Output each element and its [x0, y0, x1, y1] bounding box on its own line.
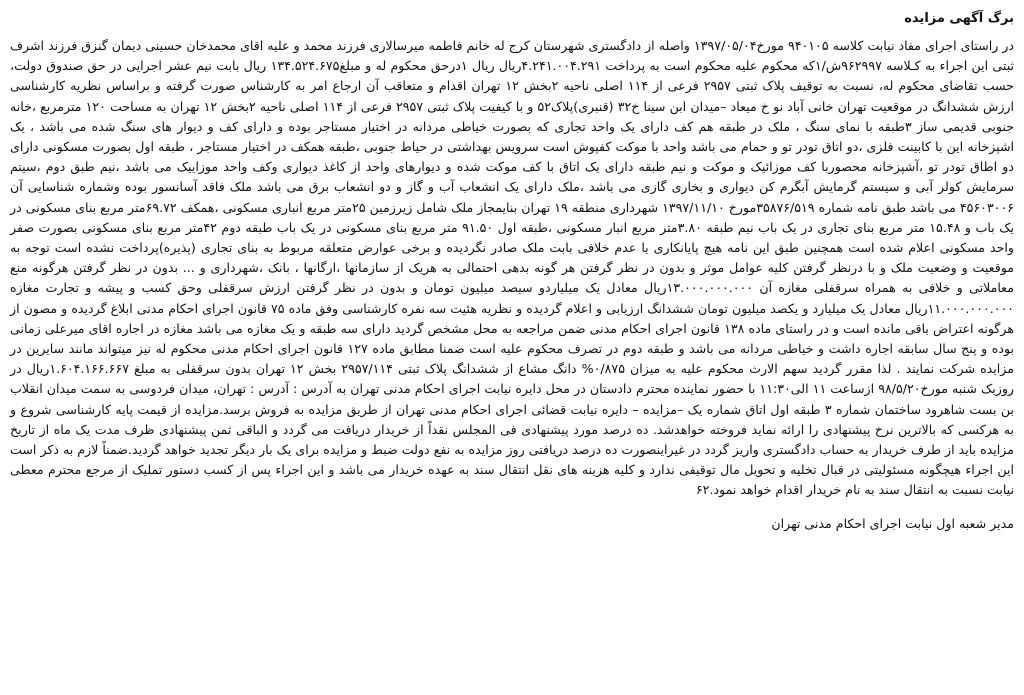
notice-signature: مدیر شعبه اول نیابت اجرای احکام مدنی تهران: [771, 515, 1014, 531]
notice-body: در راستای اجرای مفاد نیابت کلاسه ۹۴۰۱۰۵ مورخ۱۳۹۷/۰۵/۰۴ واصله از دادگستری شهرستان کرج له خانم فاطمه میرسالاری فرزند محمد و علیه اقای محمدخان حسینی دیمان گنزق فرزند اشرف ثبتی این اجراء به کـلاسه ۹۶۲۹۹۷ش/۱که محکوم علیه محکوم است به پرداخت ۴.۲۴۱.۰۰۴.۲۹۱ریال ریال ۱درحق محکوم له و مبلغ۱۳۴.۵۲۴.۶۷۵ ریال بابت نیم عشر اجرایی در حق صندوق دولت، حسب تقاضای محکوم له، نسبت به توقیف پلاک ثبتی ۲۹۵۷ فرعی از ۱۱۴ اصلی ناحیه ۲بخش ۱۲ تهران اقدام و متعاقب آن ارجاع امر به کارشناس صورت گرفته و براساس نظریه کارشناسی ارزش ششدانگ در موقعیت تهران خانی آباد نو خ میعاد –میدان ابن سینا خ۳۲ (قنبری)پلاک۵۲ و با کیفیت پلاک ثبتی ۲۹۵۷ فرعی از ۱۱۴ اصلی ناحیه ۲بخش ۱۲ تهران به مساحت ۱۲۰ مترمربع ،خانه جنوبی قدیمی ساز ۳طبقه با نمای سنگ ، ملک در طبقه هم کف دارای یک واحد تجاری که بصورت خیاطی مردانه در اختیار مستاجر بوده و دارای کف و دیوار های سنگ شده می باشد ، یک اشپزخانه این با کابینت فلزی ،دو اتاق تودر تو و حمام می باشد واحد با موکت کفپوش است سرویس بهداشتی در حیاط جنوبی ،طبقه همکف در اختیار مستاجر ، طبقه اول بصورت مسکونی دارای دو اطاق تودر تو ،آشپزخانه محصوربا کف موزائیک و موکت و نیم طبقه دارای یک اتاق با کف موکت شده و دیوارهای واحد از کاغذ دیواری وکف واحد موزاییک می باشد ،نیم طبق دوم ،سیتم سرمایش کولر آبی و سیستم گرمایش آبگرم کن دیواری و بخاری گازی می باشد ،ملک دارای یک انشعاب آب و گاز و دو انشعاب برق می باشد ملک فاقد آسانسور بوده وشماره شناسایی آن ۴۵۶۰۳۰۰۶ می باشد طبق نامه شماره ۳۵۸۷۶/۵۱۹مورخ ۱۳۹۷/۱۱/۱۰ شهرداری منطقه ۱۹ تهران بنایمجاز ملک شامل زیرزمین ۲۵متر مربع انباری مسکونی ،همکف ۶۹.۷۲متر مربع بنای مسکونی در یک باب و ۱۵.۴۸ متر مربع بنای تجاری در یک باب نیم طبقه ۳.۸۰متر مربع انبار مسکونی ،طبقه اول ۹۱.۵۰ متر مربع بنای مسکونی در یک باب طبقه دوم ۴۲متر مربع بنای مسکونی بصورت صفر واحد مسکونی اعلام شده است همچنین طبق این نامه هیچ پایانکاری یا عدم خلافی بابت ملک صادر نگردیده و برخی عوارض متعلقه مربوط به بنای تجاری (پذیره)پرداخت نشده است توجه به موقعیت و وضعیت ملک و با درنظر گرفتن کلیه عوامل موثر و بدون در نظر گرفتن هر گونه بدهی احتمالی به هریک از سازمانها ،ارگانها ، بانک ،شهرداری و ... بدون در نظر گرفتن هرگونه منع معاملاتی و خلافی به همراه سرقفلی مغازه آن ۱۳.۰۰۰.۰۰۰.۰۰۰ریال معادل یک میلیاردو سیصد میلیون تومان و بدون در نظر گرفتن ارزش سرقفلی وحق کسب و پیشه و تجارت مغازه ۱۱.۰۰۰.۰۰۰.۰۰۰ریال معادل یک میلیارد و یکصد میلیون تومان ششدانگ ارزیابی و اعلام گردیده و نظریه هئیت سه نفره کارشناسی وفق ماده ۷۵ قانون اجرای احکام مدنی ابلاغ گردیده و مصون از هرگونه اعتراض باقی مانده است و در راستای ماده ۱۳۸ قانون اجرای احکام مدنی ضمن مراجعه به محل مشخص گردید دارای سه طبقه و یک مغازه می باشد مغازه در اجاره اقای میرعلی زمانی بوده و پنج سال سابقه اجاره داشت و خیاطی مردانه می باشد و طبقه دوم در تصرف محکوم علیه است ضمنا مطابق ماده ۱۲۷ قانون اجرای احکام مدنی محکوم له نیز میتواند مانند سایرین در مزایده شرکت نمایند . لذا مقرر گردید سهم الارث محکوم علیه به میزان ۰/۸۷۵% دانگ مشاع از ششدانگ پلاک ثبتی ۲۹۵۷/۱۱۴ بخش ۱۲ تهران بدون سرقفلی به مبلغ ۱.۶۰۴.۱۶۶.۶۶۷ریال در روزیک شنبه مورخ۹۸/۵/۲۰ ازساعت ۱۱ الی۱۱:۳۰ با حضور نماینده محترم دادستان در محل دایره نیابت اجرای احکام مدنی تهران به آدرس : آدرس : تهران، میدان فردوسی به سمت میدان انقلاب بن بست شاهرود ساختمان شماره ۳ طبقه اول اتاق شماره یک –مزایده – دایره نیابت قضائی اجرای احکام مدنی تهران از طریق مزایده به فروش برسد.مزایده از قیمت پایه کارشناسی شروع و به هرکسی که بالاترین نرخ پیشنهادی را ارائه نماید فروخته خواهدشد. ده درصد مورد پیشنهادی فی المجلس نقداً از خریدار دریافت می گردد و الباقی ثمن پیشنهادی ظرف مدت یک ماه از تاریخ مزایده باید از طرف خریدار به حساب دادگستری واریز گردد در غیراینصورت ده درصد دریافتی روز مزایده به نفع دولت ضبط و مزایده برای یک بار دیگر تجدید خواهد گردید.ضمناً لازم به ذکر است این اجراء هیچگونه مسئولیتی در قبال تخلیه و تحویل مال توقیفی ندارد و کلیه هزینه های نقل انتقال سند به عهده خریدار می باشد و این اجراء پس از کسب دستور تملیک از مرجع محترم معطی نیابت نسبت به انتقال سند به نام خریدار اقدام خواهد نمود.۶۲: [10, 38, 1015, 498]
auction-notice: [8, 6, 1016, 689]
notice-title: برگ آگهی مزایده: [904, 11, 1014, 26]
